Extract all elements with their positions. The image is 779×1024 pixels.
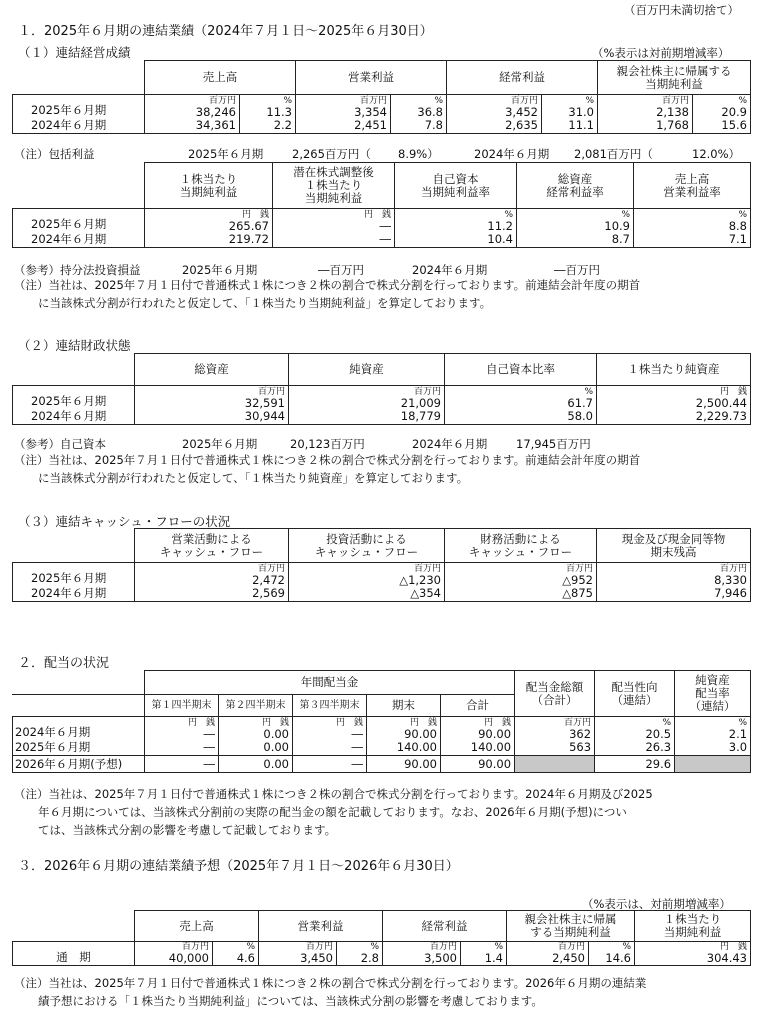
- dividend-note-1: （注）当社は、2025年７月１日付で普通株式１株につき２株の割合で株式分割を行っております。2024年６月期及び2025: [14, 787, 653, 801]
- col-operating-profit: 営業利益: [296, 61, 447, 95]
- col-total-dividend: 配当金総額 （合計）: [515, 671, 595, 717]
- col-total-assets: 総資産: [135, 354, 289, 386]
- comp-income-fy24-value: 2,081百万円（: [574, 147, 653, 161]
- comp-income-fy25-pct: 8.9%）: [398, 147, 439, 161]
- sub1-title: （１）連結経営成績: [18, 45, 131, 60]
- col-roa: 総資産 経常利益率: [517, 163, 634, 209]
- unit-note: （百万円未満切捨て）: [624, 3, 739, 17]
- col-payout-ratio: 配当性向 （連結）: [595, 671, 675, 717]
- col-diluted-eps: 潜在株式調整後 １株当たり 当期純利益: [273, 163, 395, 209]
- comp-income-fy25: 2025年６月期: [188, 147, 264, 161]
- equity-method-fy24-value: ―百万円: [554, 263, 600, 277]
- equity-method-fy25-value: ―百万円: [318, 263, 364, 277]
- col-ordinary-profit: 経常利益: [447, 61, 598, 95]
- table-row: 2025年６月期 2024年６月期 百万円 2,472 2,569 百万円 △1,230 △354 百万円 △952 △875 百万円 8,330 7,946: [13, 563, 751, 602]
- fc-col-sales: 売上高: [135, 911, 259, 942]
- table-row: 通 期 百万円 40,000 % 4.6 百万円 3,450 % 2.8 百万円 3,500 % 1.4 百万円 2,450 % 14.6 円 銭 304.43: [13, 942, 751, 966]
- equity-method-label: （参考）持分法投資損益: [14, 263, 141, 277]
- operating-results-table: [12, 60, 751, 134]
- col-q1: 第１四半期末: [145, 695, 219, 717]
- sub3-title: （３）連結キャッシュ・フローの状況: [18, 514, 231, 529]
- col-year-end: 期末: [367, 695, 441, 717]
- fc-col-eps: １株当たり 当期純利益: [635, 911, 751, 942]
- equity-label: （参考）自己資本: [14, 437, 106, 451]
- col-op-margin: 売上高 営業利益率: [634, 163, 751, 209]
- forecast-table: [12, 910, 751, 966]
- annual-dividend-header: 年間配当金: [145, 671, 515, 695]
- sub2-title: （２）連結財政状態: [18, 338, 131, 353]
- equity-method-fy25: 2025年６月期: [182, 263, 258, 277]
- col-net-assets: 純資産: [289, 354, 445, 386]
- table-row: 2025年６月期 2024年６月期 円 銭 265.67 219.72 円 銭 ― ― % 11.2 10.4 % 10.9 8.7 % 8.8 7.1: [13, 209, 751, 248]
- fc-col-net-income: 親会社株主に帰属 する当期純利益: [507, 911, 635, 942]
- equity-method-fy24: 2024年６月期: [412, 263, 488, 277]
- col-financing-cf: 財務活動による キャッシュ・フロー: [445, 529, 597, 563]
- forecast-note-2: 績予想における「１株当たり当期純利益」については、当該株式分割の影響を考慮しております。: [38, 994, 543, 1008]
- comp-income-fy24-pct: 12.0%）: [692, 147, 741, 161]
- col-bps: １株当たり純資産: [597, 354, 751, 386]
- split-note-1: （注）当社は、2025年７月１日付で普通株式１株につき２株の割合で株式分割を行っております。前連結会計年度の期首: [14, 278, 641, 292]
- table-row: 2025年６月期 2024年６月期 百万円 32,591 30,944 百万円 21,009 18,779 % 61.7 58.0 円 銭 2,500.44 2,229.73: [13, 386, 751, 425]
- col-q3: 第３四半期末: [293, 695, 367, 717]
- col-eps: １株当たり 当期純利益: [145, 163, 273, 209]
- financial-position-table: [12, 353, 751, 425]
- fc-col-ordinary-profit: 経常利益: [383, 911, 507, 942]
- split-note-1b: に当該株式分割が行われたと仮定して、「１株当たり当期純利益」を算定しております。: [38, 296, 492, 310]
- col-sales: 売上高: [145, 61, 296, 95]
- section1-title: １．2025年６月期の連結業績（2024年７月１日～2025年６月30日）: [18, 24, 433, 39]
- col-equity-ratio: 自己資本比率: [445, 354, 597, 386]
- split-note-2b: に当該株式分割が行われたと仮定して、「１株当たり純資産」を算定しております。: [38, 471, 469, 485]
- col-operating-cf: 営業活動による キャッシュ・フロー: [135, 529, 289, 563]
- per-share-table: [12, 162, 751, 248]
- equity-fy25-value: 20,123百万円: [290, 437, 365, 451]
- col-investing-cf: 投資活動による キャッシュ・フロー: [289, 529, 445, 563]
- comp-income-fy25-value: 2,265百万円（: [292, 147, 371, 161]
- table-row: 2024年６月期 2025年６月期 円 銭 ― ― 円 銭 0.00 0.00 円 銭 ― ― 円 銭 90.00 140.00 円 銭 90.00 140.00 百万円 362 563 % 20.5 26.3 % 2.1 3.0: [13, 717, 751, 756]
- pct-note: （%表示は対前期増減率）: [592, 46, 730, 60]
- split-note-2: （注）当社は、2025年７月１日付で普通株式１株につき２株の割合で株式分割を行っております。前連結会計年度の期首: [14, 453, 641, 467]
- comp-income-fy24: 2024年６月期: [474, 147, 550, 161]
- forecast-note-1: （注）当社は、2025年７月１日付で普通株式１株につき２株の割合で株式分割を行っております。2026年６月期の連結業: [14, 976, 647, 990]
- forecast-pct-note: （%表示は、対前期増減率）: [582, 897, 731, 911]
- table-row: 2025年６月期 2024年６月期 百万円 38,246 34,361 % 11.3 2.2 百万円 3,354 2,451 % 36.8 7.8 百万円 3,452 2,635 % 31.0 11.1 百万円 2,138 1,768 % 20.9 15.6: [13, 95, 751, 134]
- col-roe: 自己資本 当期純利益率: [395, 163, 517, 209]
- col-q2: 第２四半期末: [219, 695, 293, 717]
- col-doe: 純資産 配当率 （連結）: [675, 671, 751, 717]
- equity-fy24-value: 17,945百万円: [516, 437, 591, 451]
- col-total: 合計: [441, 695, 515, 717]
- comp-income-label: （注）包括利益: [14, 147, 95, 161]
- dividend-note-3: ては、当該株式分割の影響を考慮して記載しております。: [38, 823, 337, 837]
- dividend-table: [12, 670, 751, 773]
- col-net-income: 親会社株主に帰属する 当期純利益: [598, 61, 751, 95]
- forecast-title: ３．2026年６月期の連結業績予想（2025年７月１日～2026年６月30日）: [18, 859, 459, 874]
- equity-fy24: 2024年６月期: [412, 437, 488, 451]
- dividend-note-2: 年６月期については、当該株式分割前の実際の配当金の額を記載しております。なお、2026年６月期(予想)につい: [38, 805, 627, 819]
- table-row-forecast: 2026年６月期(予想) ― 0.00 ― 90.00 90.00 29.6: [13, 756, 751, 773]
- col-cash-balance: 現金及び現金同等物 期末残高: [597, 529, 751, 563]
- equity-fy25: 2025年６月期: [182, 437, 258, 451]
- cash-flow-table: [12, 528, 751, 602]
- fc-col-operating-profit: 営業利益: [259, 911, 383, 942]
- dividend-title: ２．配当の状況: [18, 656, 110, 671]
